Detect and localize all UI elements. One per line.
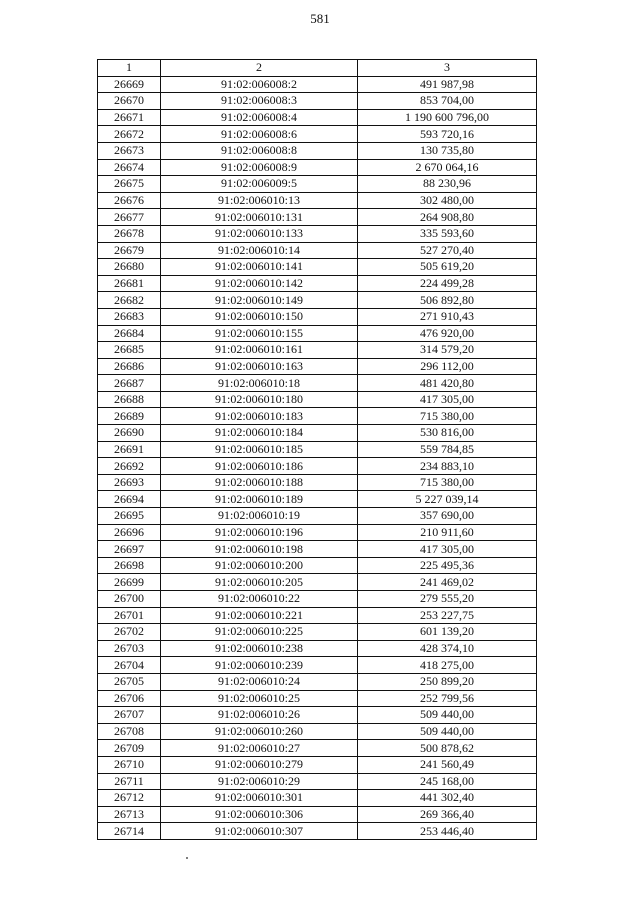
- cadastral-number-cell: 91:02:006010:161: [161, 342, 358, 359]
- row-number-cell: 26692: [98, 458, 161, 475]
- cadastral-number-cell: 91:02:006010:141: [161, 259, 358, 276]
- cadastral-number-cell: 91:02:006010:18: [161, 375, 358, 392]
- cadastral-value-cell: 500 878,62: [358, 740, 537, 757]
- cadastral-number-cell: 91:02:006008:6: [161, 126, 358, 143]
- row-number-cell: 26677: [98, 209, 161, 226]
- row-number-cell: 26714: [98, 823, 161, 840]
- table-row: [98, 806, 537, 823]
- cadastral-number-cell: 91:02:006008:3: [161, 93, 358, 110]
- cadastral-value-cell: 418 275,00: [358, 657, 537, 674]
- cadastral-value-cell: 1 190 600 796,00: [358, 109, 537, 126]
- cadastral-number-cell: 91:02:006010:301: [161, 790, 358, 807]
- cadastral-number-cell: 91:02:006008:9: [161, 159, 358, 176]
- cadastral-value-cell: 559 784,85: [358, 441, 537, 458]
- cadastral-value-cell: 417 305,00: [358, 541, 537, 558]
- cadastral-number-cell: 91:02:006010:22: [161, 591, 358, 608]
- cadastral-value-cell: 253 227,75: [358, 607, 537, 624]
- table-row: [98, 225, 537, 242]
- table-row: [98, 458, 537, 475]
- table-row: [98, 358, 537, 375]
- cadastral-number-cell: 91:02:006010:183: [161, 408, 358, 425]
- table-row: [98, 109, 537, 126]
- row-number-cell: 26669: [98, 76, 161, 93]
- cadastral-value-cell: 505 619,20: [358, 259, 537, 276]
- table-row: [98, 524, 537, 541]
- table-row: [98, 707, 537, 724]
- cadastral-value-cell: 130 735,80: [358, 142, 537, 159]
- cadastral-value-cell: 428 374,10: [358, 640, 537, 657]
- header-row: [98, 60, 537, 77]
- table-row: [98, 342, 537, 359]
- cadastral-value-cell: 250 899,20: [358, 673, 537, 690]
- stray-mark: [186, 857, 188, 859]
- row-number-cell: 26675: [98, 176, 161, 193]
- row-number-cell: 26670: [98, 93, 161, 110]
- cadastral-number-cell: 91:02:006010:239: [161, 657, 358, 674]
- row-number-cell: 26709: [98, 740, 161, 757]
- table-row: [98, 574, 537, 591]
- cadastral-value-cell: 491 987,98: [358, 76, 537, 93]
- table-row: [98, 557, 537, 574]
- cadastral-number-cell: 91:02:006010:238: [161, 640, 358, 657]
- table-header: [98, 60, 537, 77]
- row-number-cell: 26684: [98, 325, 161, 342]
- cadastral-value-cell: 715 380,00: [358, 474, 537, 491]
- cadastral-number-cell: 91:02:006010:185: [161, 441, 358, 458]
- cadastral-number-cell: 91:02:006010:131: [161, 209, 358, 226]
- cadastral-number-cell: 91:02:006009:5: [161, 176, 358, 193]
- cadastral-value-cell: 279 555,20: [358, 591, 537, 608]
- cadastral-value-cell: 234 883,10: [358, 458, 537, 475]
- table-row: [98, 773, 537, 790]
- table-row: [98, 275, 537, 292]
- cadastral-number-cell: 91:02:006008:2: [161, 76, 358, 93]
- cadastral-number-cell: 91:02:006010:184: [161, 425, 358, 442]
- row-number-cell: 26702: [98, 624, 161, 641]
- row-number-cell: 26687: [98, 375, 161, 392]
- table-row: [98, 624, 537, 641]
- cadastral-value-cell: 88 230,96: [358, 176, 537, 193]
- row-number-cell: 26713: [98, 806, 161, 823]
- cadastral-value-cell: 509 440,00: [358, 707, 537, 724]
- cadastral-number-cell: 91:02:006010:205: [161, 574, 358, 591]
- cadastral-number-cell: 91:02:006008:8: [161, 142, 358, 159]
- row-number-cell: 26690: [98, 425, 161, 442]
- row-number-cell: 26691: [98, 441, 161, 458]
- cadastral-value-cell: 264 908,80: [358, 209, 537, 226]
- cadastral-number-cell: 91:02:006010:221: [161, 607, 358, 624]
- cadastral-number-cell: 91:02:006010:279: [161, 756, 358, 773]
- cadastral-number-cell: 91:02:006010:29: [161, 773, 358, 790]
- table-row: [98, 591, 537, 608]
- table-row: [98, 325, 537, 342]
- column-header-1: 1: [98, 60, 161, 77]
- cadastral-number-cell: 91:02:006010:142: [161, 275, 358, 292]
- row-number-cell: 26710: [98, 756, 161, 773]
- cadastral-number-cell: 91:02:006010:225: [161, 624, 358, 641]
- row-number-cell: 26680: [98, 259, 161, 276]
- row-number-cell: 26674: [98, 159, 161, 176]
- cadastral-value-cell: 506 892,80: [358, 292, 537, 309]
- table-row: [98, 126, 537, 143]
- table-row: [98, 209, 537, 226]
- cadastral-value-cell: 476 920,00: [358, 325, 537, 342]
- row-number-cell: 26682: [98, 292, 161, 309]
- cadastral-value-cell: 530 816,00: [358, 425, 537, 442]
- cadastral-value-cell: 5 227 039,14: [358, 491, 537, 508]
- cadastral-number-cell: 91:02:006010:155: [161, 325, 358, 342]
- table-row: [98, 93, 537, 110]
- table-row: [98, 491, 537, 508]
- cadastral-number-cell: 91:02:006010:26: [161, 707, 358, 724]
- table-row: [98, 408, 537, 425]
- cadastral-number-cell: 91:02:006010:13: [161, 192, 358, 209]
- row-number-cell: 26701: [98, 607, 161, 624]
- cadastral-value-cell: 210 911,60: [358, 524, 537, 541]
- cadastral-number-cell: 91:02:006010:133: [161, 225, 358, 242]
- cadastral-number-cell: 91:02:006010:196: [161, 524, 358, 541]
- cadastral-value-table: [97, 59, 537, 840]
- cadastral-value-cell: 853 704,00: [358, 93, 537, 110]
- row-number-cell: 26694: [98, 491, 161, 508]
- cadastral-value-cell: 417 305,00: [358, 391, 537, 408]
- cadastral-value-cell: 241 560,49: [358, 756, 537, 773]
- cadastral-number-cell: 91:02:006010:25: [161, 690, 358, 707]
- table-row: [98, 723, 537, 740]
- cadastral-value-cell: 224 499,28: [358, 275, 537, 292]
- row-number-cell: 26688: [98, 391, 161, 408]
- row-number-cell: 26697: [98, 541, 161, 558]
- row-number-cell: 26681: [98, 275, 161, 292]
- table-row: [98, 740, 537, 757]
- table-body: [98, 76, 537, 839]
- cadastral-number-cell: 91:02:006010:200: [161, 557, 358, 574]
- cadastral-number-cell: 91:02:006010:186: [161, 458, 358, 475]
- cadastral-number-cell: 91:02:006010:198: [161, 541, 358, 558]
- cadastral-number-cell: 91:02:006010:163: [161, 358, 358, 375]
- row-number-cell: 26685: [98, 342, 161, 359]
- cadastral-number-cell: 91:02:006010:149: [161, 292, 358, 309]
- table-row: [98, 308, 537, 325]
- row-number-cell: 26671: [98, 109, 161, 126]
- row-number-cell: 26679: [98, 242, 161, 259]
- cadastral-value-cell: 314 579,20: [358, 342, 537, 359]
- table-row: [98, 375, 537, 392]
- cadastral-number-cell: 91:02:006010:188: [161, 474, 358, 491]
- cadastral-number-cell: 91:02:006010:19: [161, 508, 358, 525]
- table-row: [98, 790, 537, 807]
- row-number-cell: 26698: [98, 557, 161, 574]
- table-row: [98, 640, 537, 657]
- cadastral-value-cell: 241 469,02: [358, 574, 537, 591]
- table-row: [98, 657, 537, 674]
- cadastral-value-cell: 2 670 064,16: [358, 159, 537, 176]
- row-number-cell: 26704: [98, 657, 161, 674]
- table-row: [98, 673, 537, 690]
- cadastral-value-cell: 271 910,43: [358, 308, 537, 325]
- row-number-cell: 26711: [98, 773, 161, 790]
- row-number-cell: 26683: [98, 308, 161, 325]
- table-row: [98, 76, 537, 93]
- table-row: [98, 607, 537, 624]
- cadastral-number-cell: 91:02:006010:24: [161, 673, 358, 690]
- table-row: [98, 192, 537, 209]
- table-row: [98, 292, 537, 309]
- row-number-cell: 26707: [98, 707, 161, 724]
- row-number-cell: 26696: [98, 524, 161, 541]
- cadastral-number-cell: 91:02:006010:180: [161, 391, 358, 408]
- cadastral-value-cell: 481 420,80: [358, 375, 537, 392]
- column-header-2: 2: [161, 60, 358, 77]
- table-row: [98, 690, 537, 707]
- cadastral-value-cell: 601 139,20: [358, 624, 537, 641]
- table-row: [98, 508, 537, 525]
- row-number-cell: 26705: [98, 673, 161, 690]
- table-row: [98, 441, 537, 458]
- table-row: [98, 176, 537, 193]
- row-number-cell: 26672: [98, 126, 161, 143]
- cadastral-value-cell: 245 168,00: [358, 773, 537, 790]
- table-row: [98, 756, 537, 773]
- row-number-cell: 26676: [98, 192, 161, 209]
- table-row: [98, 159, 537, 176]
- cadastral-value-cell: 302 480,00: [358, 192, 537, 209]
- cadastral-value-cell: 253 446,40: [358, 823, 537, 840]
- table-row: [98, 425, 537, 442]
- row-number-cell: 26693: [98, 474, 161, 491]
- cadastral-number-cell: 91:02:006008:4: [161, 109, 358, 126]
- table-row: [98, 142, 537, 159]
- table-row: [98, 541, 537, 558]
- table-row: [98, 242, 537, 259]
- cadastral-value-cell: 715 380,00: [358, 408, 537, 425]
- cadastral-value-cell: 357 690,00: [358, 508, 537, 525]
- cadastral-number-cell: 91:02:006010:27: [161, 740, 358, 757]
- table-row: [98, 259, 537, 276]
- row-number-cell: 26708: [98, 723, 161, 740]
- row-number-cell: 26695: [98, 508, 161, 525]
- cadastral-value-cell: 252 799,56: [358, 690, 537, 707]
- row-number-cell: 26706: [98, 690, 161, 707]
- cadastral-value-cell: 296 112,00: [358, 358, 537, 375]
- cadastral-number-cell: 91:02:006010:307: [161, 823, 358, 840]
- page-number: 581: [310, 11, 330, 26]
- cadastral-number-cell: 91:02:006010:14: [161, 242, 358, 259]
- cadastral-value-cell: 225 495,36: [358, 557, 537, 574]
- cadastral-number-cell: 91:02:006010:189: [161, 491, 358, 508]
- row-number-cell: 26712: [98, 790, 161, 807]
- row-number-cell: 26673: [98, 142, 161, 159]
- cadastral-value-cell: 527 270,40: [358, 242, 537, 259]
- cadastral-value-cell: 441 302,40: [358, 790, 537, 807]
- cadastral-number-cell: 91:02:006010:306: [161, 806, 358, 823]
- row-number-cell: 26703: [98, 640, 161, 657]
- cadastral-number-cell: 91:02:006010:150: [161, 308, 358, 325]
- row-number-cell: 26689: [98, 408, 161, 425]
- cadastral-number-cell: 91:02:006010:260: [161, 723, 358, 740]
- row-number-cell: 26686: [98, 358, 161, 375]
- table-row: [98, 391, 537, 408]
- cadastral-value-cell: 335 593,60: [358, 225, 537, 242]
- row-number-cell: 26678: [98, 225, 161, 242]
- table-row: [98, 823, 537, 840]
- row-number-cell: 26700: [98, 591, 161, 608]
- cadastral-value-cell: 509 440,00: [358, 723, 537, 740]
- cadastral-value-cell: 593 720,16: [358, 126, 537, 143]
- cadastral-value-cell: 269 366,40: [358, 806, 537, 823]
- table-row: [98, 474, 537, 491]
- column-header-3: 3: [358, 60, 537, 77]
- row-number-cell: 26699: [98, 574, 161, 591]
